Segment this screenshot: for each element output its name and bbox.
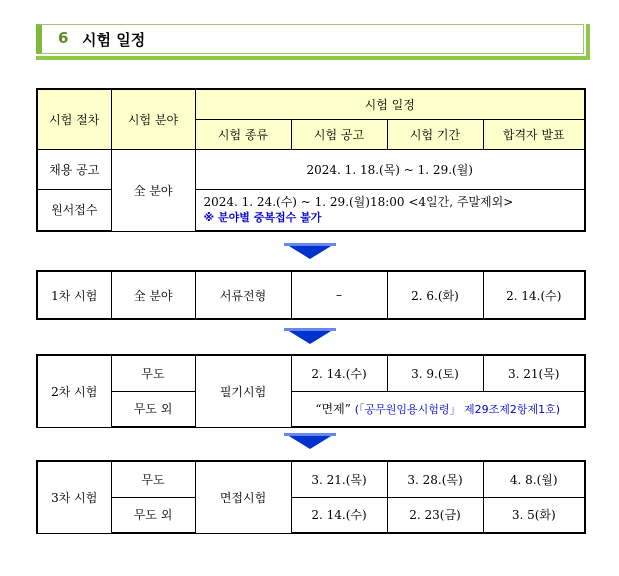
round1-table (36, 270, 586, 320)
round2-table (36, 354, 586, 428)
round3-field-a: 무도 (111, 461, 195, 497)
round2-b-exempt: “면제” (315, 402, 351, 417)
section-header-box (36, 24, 584, 54)
application-label: 원서접수 (37, 189, 111, 231)
application-dates: 2024. 1. 24.(수) ~ 1. 29.(월)18:00 <4일간, 주말제외> (203, 194, 514, 209)
round3-a-result: 4. 8.(월) (483, 461, 585, 497)
round1-type: 서류전형 (195, 271, 291, 319)
recruit-field: 全 분야 (111, 149, 195, 231)
header-field: 시험 분야 (111, 89, 195, 149)
round3-label: 3차 시험 (37, 461, 111, 533)
round3-type: 면접시험 (195, 461, 291, 533)
round2-field-b: 무도 외 (111, 391, 195, 427)
recruit-dates: 2024. 1. 18.(목) ~ 1. 29.(월) (195, 149, 585, 189)
recruit-label: 채용 공고 (37, 149, 111, 189)
header-procedure: 시험 절차 (37, 89, 111, 149)
round2-b-exempt-ref: (「공무원임용시험령」 제29조제2항제1호) (354, 403, 561, 417)
round1-result: 2. 14.(수) (483, 271, 585, 319)
round1-notice: – (291, 271, 387, 319)
round3-b-notice: 2. 14.(수) (291, 497, 387, 533)
round3-a-notice: 3. 21.(목) (291, 461, 387, 497)
round3-b-period: 2. 23(금) (387, 497, 483, 533)
round1-period: 2. 6.(화) (387, 271, 483, 319)
round2-b-exempt-cell (291, 391, 585, 427)
section-header (36, 24, 590, 60)
schedule-main-table (36, 88, 586, 232)
down-arrow-icon (284, 328, 336, 344)
header-notice: 시험 공고 (291, 119, 387, 149)
round2-a-period: 3. 9.(토) (387, 355, 483, 391)
header-type: 시험 종류 (195, 119, 291, 149)
header-period: 시험 기간 (387, 119, 483, 149)
round2-label: 2차 시험 (37, 355, 111, 427)
down-arrow-icon (284, 243, 336, 259)
round3-a-period: 3. 28.(목) (387, 461, 483, 497)
round1-field: 全 분야 (111, 271, 195, 319)
round2-type: 필기시험 (195, 355, 291, 427)
round2-field-a: 무도 (111, 355, 195, 391)
round3-field-b: 무도 외 (111, 497, 195, 533)
application-cell (195, 189, 585, 231)
round1-label: 1차 시험 (37, 271, 111, 319)
section-title: 시험 일정 (82, 31, 146, 49)
header-schedule: 시험 일정 (195, 89, 585, 119)
application-note: ※ 분야별 중복접수 불가 (203, 210, 322, 224)
round2-a-notice: 2. 14.(수) (291, 355, 387, 391)
round2-a-result: 3. 21(목) (483, 355, 585, 391)
round3-b-result: 3. 5(화) (483, 497, 585, 533)
down-arrow-icon (284, 433, 336, 449)
round3-table (36, 460, 586, 534)
section-number: 6 (58, 29, 69, 47)
header-result: 합격자 발표 (483, 119, 585, 149)
